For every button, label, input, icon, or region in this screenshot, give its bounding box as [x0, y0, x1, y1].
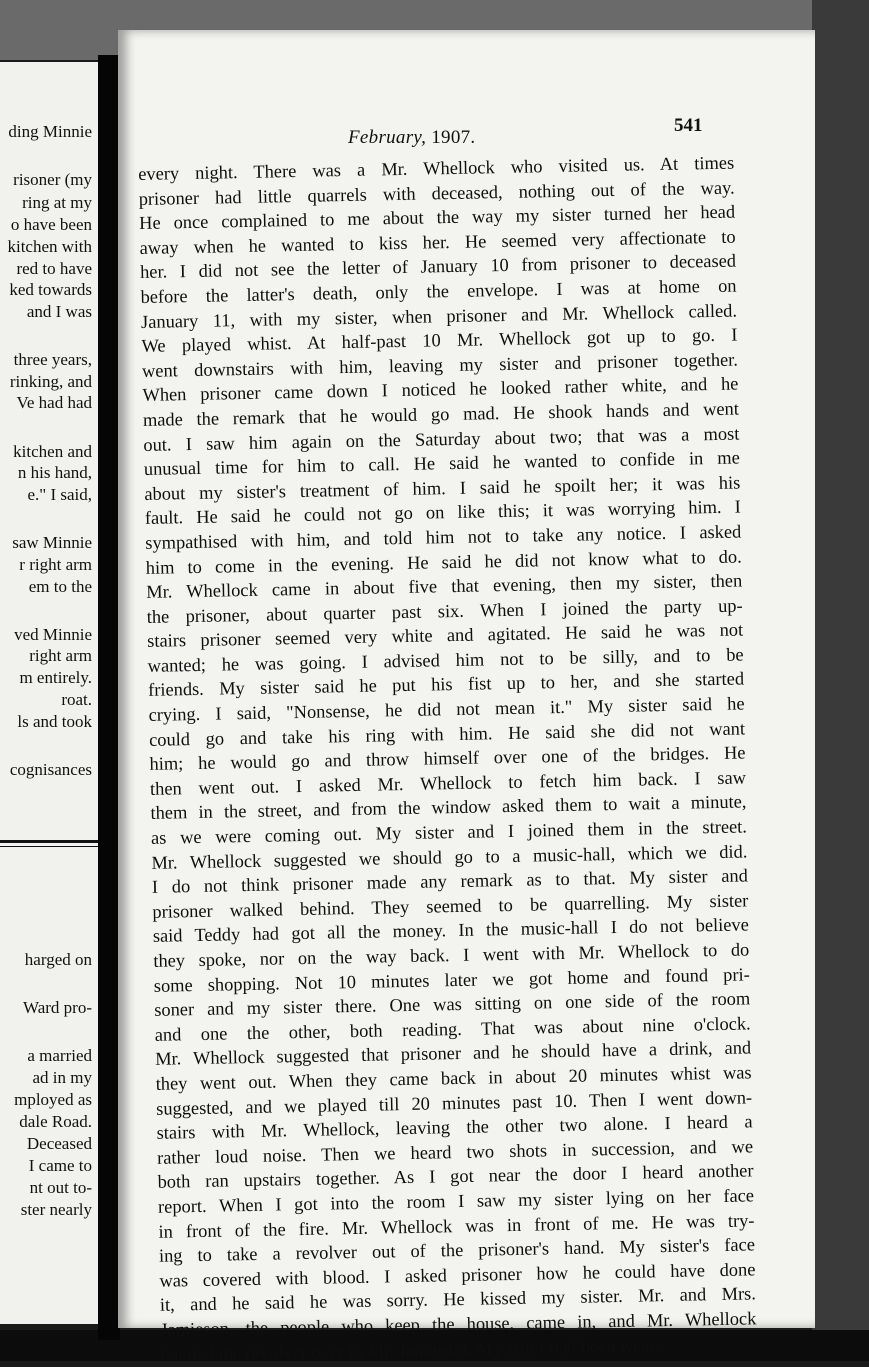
- body-line: wanted; he was going. I advised him not to be silly, and to be: [147, 644, 744, 676]
- left-page-line: ls and took: [17, 712, 92, 731]
- body-line: him; he would go and throw himself over one of the bridges. He: [149, 742, 746, 775]
- left-page-line: ster nearly: [20, 1200, 92, 1219]
- body-line: and one the other, both reading. That was about nine o'clock.: [154, 1013, 751, 1045]
- left-page-line: Ward pro-: [23, 998, 92, 1017]
- left-page-line: ding Minnie: [8, 122, 92, 141]
- body-line: suggested, and we played till 20 minutes past 10. Then I went down-: [155, 1086, 753, 1119]
- running-head-month: February,: [348, 127, 427, 148]
- body-line: soner and my sister there. One was sitting on one side of the room: [154, 988, 751, 1021]
- left-page-line: n his hand,: [17, 463, 92, 482]
- body-line: every night. There was a Mr. Whellock who visited us. At times: [138, 152, 735, 184]
- body-line: made the remark that he would go mad. He shook hands and went: [142, 398, 740, 430]
- left-page-line: r right arm: [19, 555, 92, 574]
- left-page-line: em to the: [28, 577, 92, 596]
- body-line: When prisoner came down I noticed he looked rather white, and he: [142, 373, 739, 406]
- body-line: they spoke, nor on the way back. I went with Mr. Whellock to do: [153, 939, 750, 971]
- body-line: stairs prisoner seemed very white and agitated. He said he was not: [147, 619, 744, 652]
- body-line: was covered with blood. I asked prisoner how he could have done: [159, 1259, 756, 1291]
- body-line: unusual time for him to call. He said he wanted to confide in me: [143, 447, 740, 480]
- body-line: her. I did not see the letter of January 10 from prisoner to deceased: [139, 250, 737, 283]
- body-line: We played whist. At half-past 10 Mr. Whellock got up to go. I: [141, 324, 738, 357]
- running-head-year: 1907.: [431, 127, 476, 148]
- body-line: could go and take his ring with him. He said she did not want: [148, 718, 746, 750]
- left-page-line: m entirely.: [19, 668, 92, 687]
- body-line: report. When I got into the room I saw my sister lying on her face: [157, 1185, 755, 1217]
- left-page-line: ad in my: [32, 1068, 92, 1087]
- body-line: Mr. Whellock suggested we should go to a music-hall, which we did.: [151, 841, 748, 873]
- body-text: [138, 151, 757, 1367]
- left-page-line: cognisances: [9, 760, 92, 779]
- body-line: then went out. I asked Mr. Whellock to fetch him back. I saw: [149, 767, 747, 799]
- body-line: handed the revolver over to Mr. Jamieson. My sister had been wear-: [160, 1334, 662, 1365]
- left-page-line: and I was: [26, 302, 92, 321]
- left-page-line: right arm: [29, 646, 92, 665]
- body-line: prisoner had little quarrels with deceased, nothing out of the way.: [138, 177, 735, 209]
- body-line: sympathised with him, and told him not to take any notice. I asked: [145, 521, 742, 553]
- body-line: rather loud noise. Then we heard two shots in succession, and we: [156, 1136, 754, 1168]
- page-number: 541: [674, 115, 703, 136]
- body-line: in front of the fire. Mr. Whellock was in front of me. He was try-: [158, 1209, 755, 1242]
- body-line: ing to take a revolver out of the prisoner's hand. My sister's face: [158, 1234, 756, 1266]
- left-page-line: risoner (my: [13, 170, 92, 189]
- body-line: it, and he said he was sorry. He kissed my sister. Mr. and Mrs.: [159, 1283, 757, 1316]
- left-page-line: a married: [27, 1046, 92, 1065]
- body-line: before the latter's death, only the envelope. I was at home on: [140, 275, 737, 307]
- left-page-line: nt out to-: [29, 1178, 92, 1197]
- left-page-line: saw Minnie: [12, 533, 92, 552]
- left-page-line: kitchen and: [13, 442, 92, 461]
- left-page-line: kitchen with: [7, 237, 92, 256]
- left-page-line: e." I said,: [27, 485, 92, 504]
- body-line: said Teddy had got all the money. In the music-hall I do not believe: [152, 914, 749, 947]
- body-line: both ran upstairs together. As I got near the door I heard another: [157, 1160, 754, 1193]
- body-line: away when he wanted to kiss her. He seemed very affectionate to: [139, 226, 736, 258]
- left-page-line: harged on: [24, 950, 92, 969]
- scan-background-right: [812, 0, 869, 1361]
- body-line: went downstairs with him, leaving my sister and prisoner together.: [141, 349, 739, 381]
- body-line: the prisoner, about quarter past six. When I joined the party up-: [146, 595, 743, 627]
- body-line: they went out. When they came back in about 20 minutes whist was: [155, 1062, 752, 1094]
- left-page-line: I came to: [28, 1156, 92, 1175]
- body-line: Mr. Whellock came in about five that evening, then my sister, then: [146, 570, 743, 603]
- left-page-line: dale Road.: [19, 1112, 92, 1131]
- left-page-line: roat.: [61, 690, 92, 709]
- book-gutter: [98, 55, 120, 1340]
- left-page-line: ring at my: [22, 193, 92, 212]
- body-line: Mr. Whellock suggested that prisoner and he should have a drink, and: [155, 1037, 752, 1070]
- left-page-line: three years,: [13, 350, 92, 369]
- body-line: friends. My sister said he put his fist up to her, and she started: [147, 668, 745, 701]
- body-line: I do not think prisoner made any remark as to that. My sister and: [151, 865, 749, 898]
- body-line: prisoner walked behind. They seemed to be quarrelling. My sister: [152, 890, 749, 922]
- body-line: as we were coming out. My sister and I joined them in the street.: [150, 816, 748, 848]
- running-head: [348, 127, 475, 149]
- body-line: Jamieson, the people who keep the house, came in, and Mr. Whellock: [160, 1308, 757, 1340]
- left-page-line: Deceased: [26, 1134, 92, 1153]
- left-page-line: ved Minnie: [14, 625, 92, 644]
- body-line: crying. I said, "Nonsense, he did not mean it." My sister said he: [148, 693, 745, 725]
- left-page-line: o have been: [10, 215, 92, 234]
- body-line: him to come in the evening. He said he did not know what to do.: [145, 545, 742, 578]
- body-line: about my sister's treatment of him. I said he spoilt her; it was his: [144, 472, 741, 504]
- right-page: [118, 30, 815, 1365]
- section-rule-thin: [0, 846, 98, 847]
- body-line: some shopping. Not 10 minutes later we got home and found pri-: [153, 964, 750, 996]
- body-line: stairs with Mr. Whellock, leaving the other two alone. I heard a: [156, 1111, 753, 1143]
- body-line: January 11, with my sister, when prisoner and Mr. Whellock called.: [140, 300, 738, 332]
- left-page-line: mployed as: [14, 1090, 92, 1109]
- body-line: out. I saw him again on the Saturday about two; that was a most: [143, 423, 740, 455]
- left-page-line: rinking, and: [9, 372, 92, 391]
- left-facing-page: [0, 62, 98, 1324]
- body-line: He once complained to me about the way my sister turned her head: [138, 201, 736, 234]
- section-rule: [0, 840, 98, 843]
- left-page-line: red to have: [16, 259, 92, 278]
- left-page-line: ked towards: [9, 280, 92, 299]
- left-page-line: Ve had had: [16, 393, 92, 412]
- body-line: fault. He said he could not go on like this; it was worrying him. I: [144, 496, 741, 529]
- body-line: them in the street, and from the window asked them to wait a minute,: [150, 791, 747, 824]
